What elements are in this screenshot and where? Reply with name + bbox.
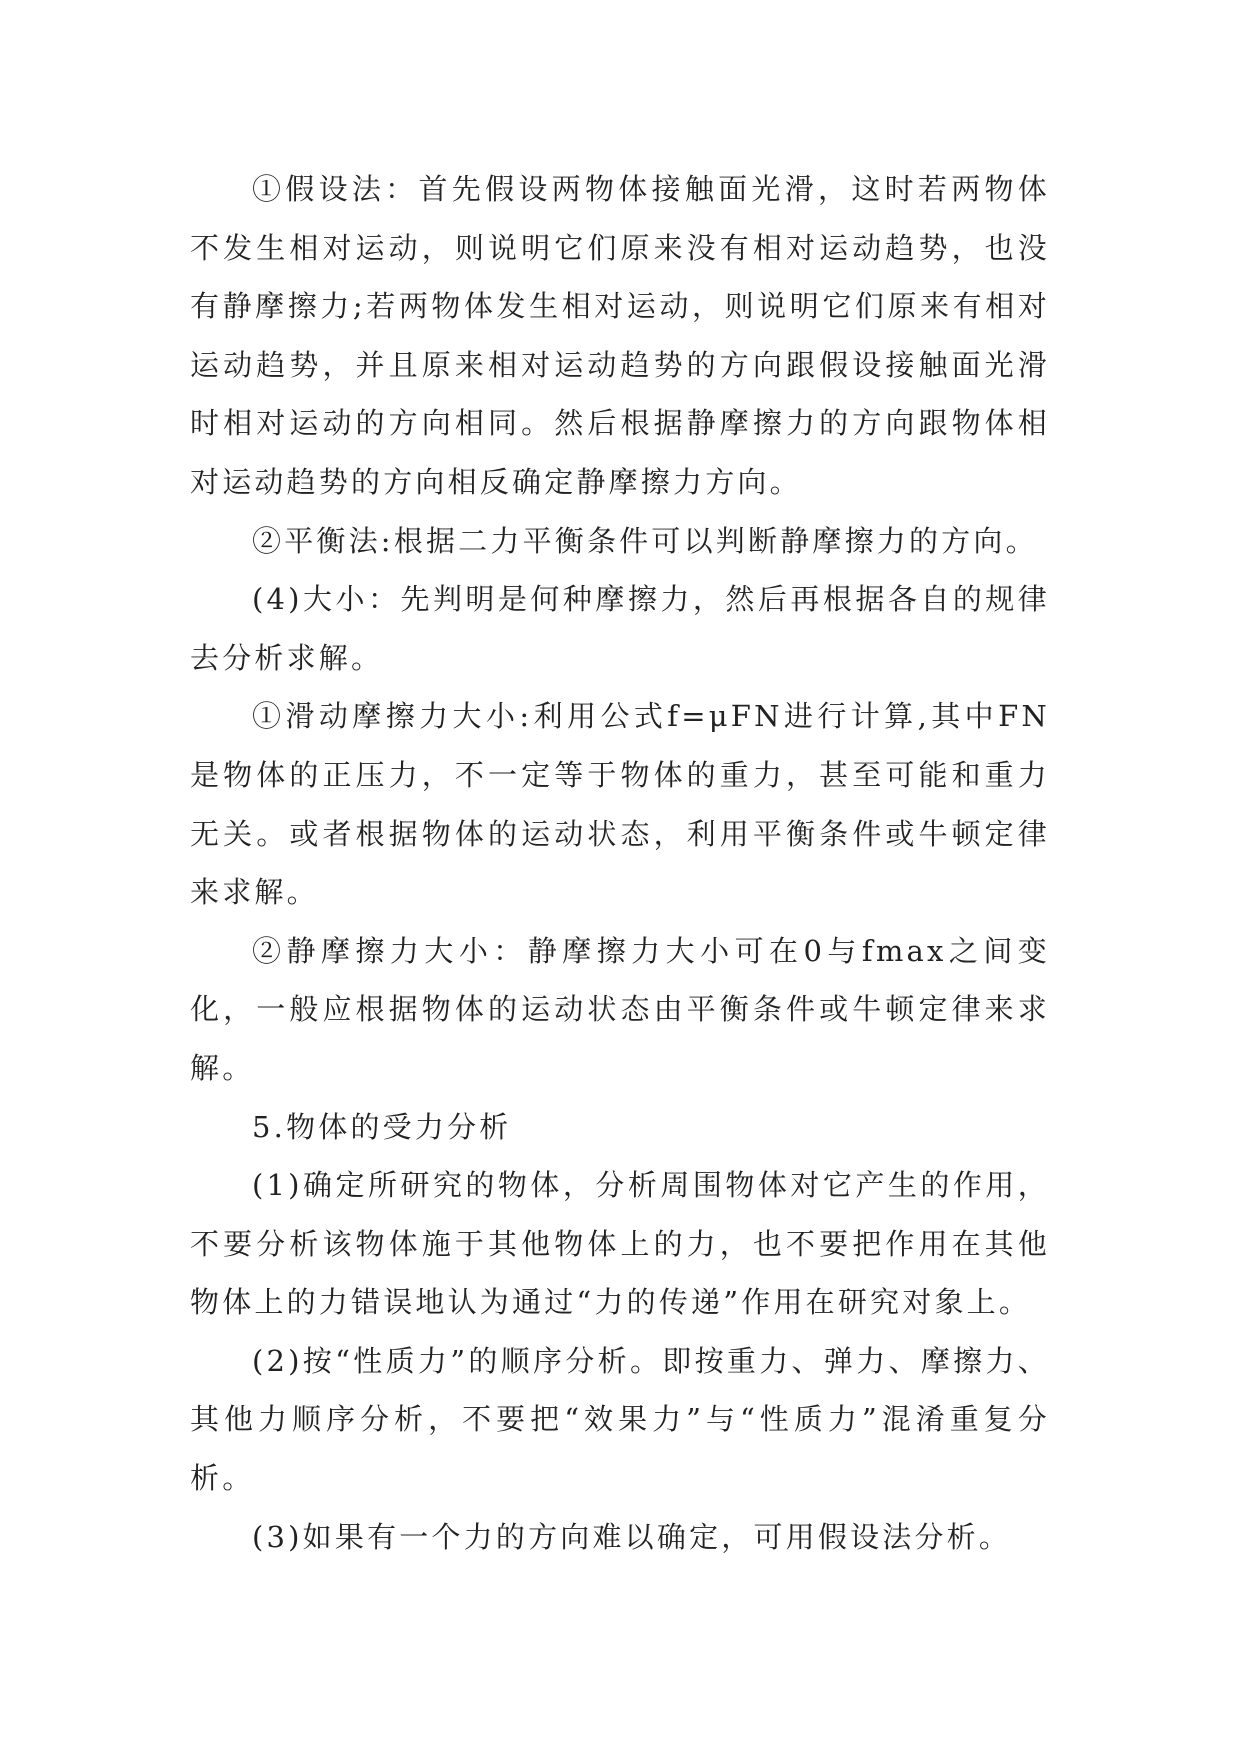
paragraph-step-3: (3)如果有一个力的方向难以确定，可用假设法分析。 (252, 1519, 1012, 1554)
paragraph-static-friction: ②静摩擦力大小：静摩擦力大小可在0与fmax之间变化，一般应根据物体的运动状态由平衡条件或牛顿定律来求解。 (190, 933, 1050, 1085)
document-body (190, 160, 1050, 1566)
paragraph-step-1: (1)确定所研究的物体，分析周围物体对它产生的作用，不要分析该物体施于其他物体上的力，也不要把作用在其他物体上的力错误地认为通过“力的传递”作用在研究对象上。 (190, 1168, 1050, 1320)
paragraph-step-2: (2)按“性质力”的顺序分析。即按重力、弹力、摩擦力、其他力顺序分析，不要把“效果力”与“性质力”混淆重复分析。 (190, 1343, 1050, 1496)
paragraph-assumption-method: ①假设法：首先假设两物体接触面光滑，这时若两物体不发生相对运动，则说明它们原来没有相对运动趋势，也没有静摩擦力;若两物体发生相对运动，则说明它们原来有相对运动趋势，并且原来相对运动趋势的方向跟假设接触面光滑时相对运动的方向相同。然后根据静摩擦力的方向跟物体相对运动趋势的方向相反确定静摩擦力方向。 (190, 172, 1050, 499)
section-heading-force-analysis: 5.物体的受力分析 (252, 1109, 512, 1144)
paragraph-balance-method: ②平衡法:根据二力平衡条件可以判断静摩擦力的方向。 (252, 523, 1038, 558)
paragraph-magnitude: (4)大小：先判明是何种摩擦力，然后再根据各自的规律去分析求解。 (190, 582, 1050, 675)
paragraph-sliding-friction: ①滑动摩擦力大小:利用公式f=μFN进行计算,其中FN是物体的正压力，不一定等于物体的重力，甚至可能和重力无关。或者根据物体的运动状态，利用平衡条件或牛顿定律来求解。 (190, 699, 1050, 910)
